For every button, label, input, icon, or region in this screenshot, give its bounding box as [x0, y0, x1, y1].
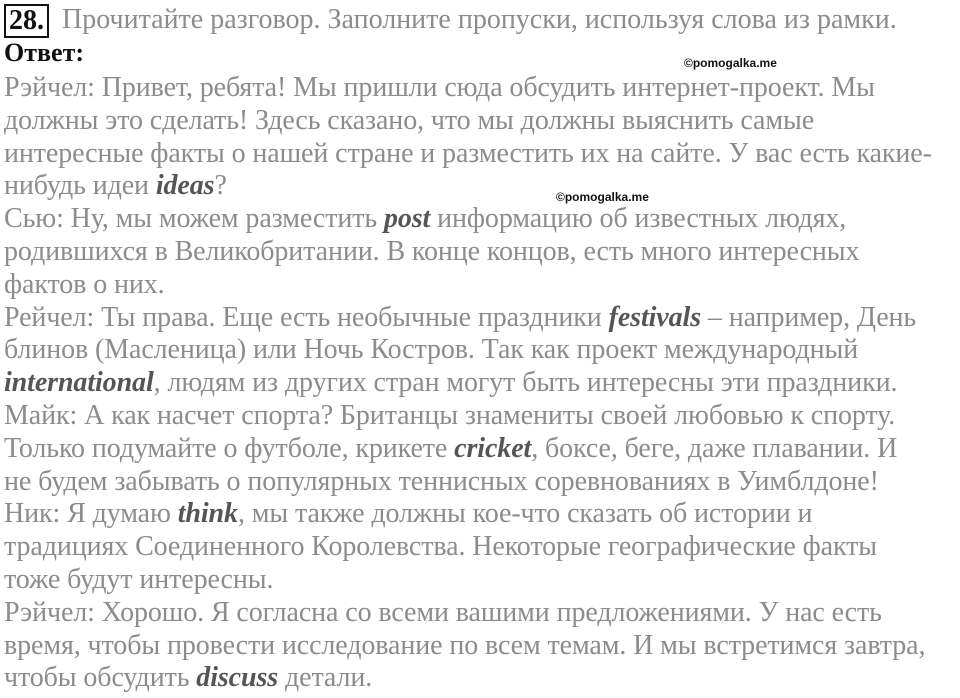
watermark: ©pomogalka.me	[556, 190, 649, 204]
text-line	[4, 630, 925, 662]
text-line	[4, 236, 859, 268]
text-line	[4, 466, 879, 498]
answer-word: festivals	[608, 301, 702, 333]
line-text: Ник: Я думаю	[4, 498, 178, 530]
line-text: , боксе, беге, даже плавании. И	[531, 432, 898, 464]
line-text: нибудь идеи	[4, 170, 156, 202]
line-text: интересные факты о нашей стране и разместить их на сайте. У вас есть какие-	[4, 137, 932, 169]
answer-label: Ответ:	[4, 38, 85, 67]
text-line	[4, 367, 897, 399]
text-line	[4, 400, 895, 432]
line-text: Майк: А как насчет спорта? Британцы знамениты своей любовью к спорту.	[4, 400, 896, 431]
line-text: – например, День	[701, 301, 917, 333]
answer-word: international	[4, 367, 154, 399]
watermark: ©pomogalka.me	[684, 56, 777, 70]
answer-word: discuss	[196, 662, 279, 694]
line-text: не будем забывать о популярных теннисных соревнованиях в Уимблдоне!	[4, 465, 879, 497]
text-line	[4, 662, 372, 694]
line-text: родившихся в Великобритании. В конце концов, есть много интересных	[4, 236, 860, 267]
line-text: Сью: Ну, мы можем разместить	[4, 203, 384, 235]
line-text: Рэйчел: Привет, ребята! Мы пришли сюда обсудить интернет-проект. Мы	[4, 72, 875, 103]
text-line	[4, 334, 858, 366]
line-text: фактов о них.	[4, 268, 165, 300]
text-line	[4, 203, 846, 235]
answer-word: ideas	[155, 170, 215, 202]
text-line	[4, 531, 877, 563]
task-instruction: Прочитайте разговор. Заполните пропуски, используя слова из рамки.	[62, 4, 897, 35]
line-text: тоже будут интересны.	[4, 564, 274, 595]
line-text: информацию об известных людях,	[430, 203, 847, 235]
answer-word: post	[383, 203, 431, 235]
text-line	[4, 302, 916, 334]
text-line	[4, 564, 273, 596]
line-text: чтобы обсудить	[4, 662, 197, 694]
line-text: традициях Соединенного Королевства. Некоторые географические факты	[4, 531, 877, 563]
answer-word: cricket	[454, 432, 532, 464]
text-line	[4, 269, 165, 301]
line-text: время, чтобы провести исследование по всем темам. И мы встретимся завтра,	[4, 629, 926, 661]
text-line	[4, 105, 814, 137]
text-line	[4, 498, 812, 530]
line-text: детали.	[278, 662, 373, 694]
line-text: Только подумайте о футболе, крикете	[4, 432, 455, 464]
line-text: Рейчел: Ты права. Еще есть необычные праздники	[4, 301, 609, 333]
line-text: Рэйчел: Хорошо. Я согласна со всеми вашими предложениями. У нас есть	[4, 596, 882, 628]
text-line	[4, 597, 882, 629]
line-text: блинов (Масленица) или Ночь Костров. Так как проект международный	[4, 334, 859, 366]
text-line	[4, 138, 932, 170]
line-text: ?	[214, 170, 227, 202]
text-line	[4, 433, 897, 465]
text-line	[4, 72, 875, 104]
line-text: , мы также должны кое-что сказать об истории и	[237, 498, 813, 530]
line-text: должны это сделать! Здесь сказано, что мы должны выяснить самые	[4, 104, 815, 136]
answer-word: think	[177, 498, 238, 530]
text-line	[4, 170, 227, 202]
line-text: , людям из других стран могут быть интересны эти праздники.	[153, 367, 898, 399]
task-number: 28.	[4, 4, 49, 38]
